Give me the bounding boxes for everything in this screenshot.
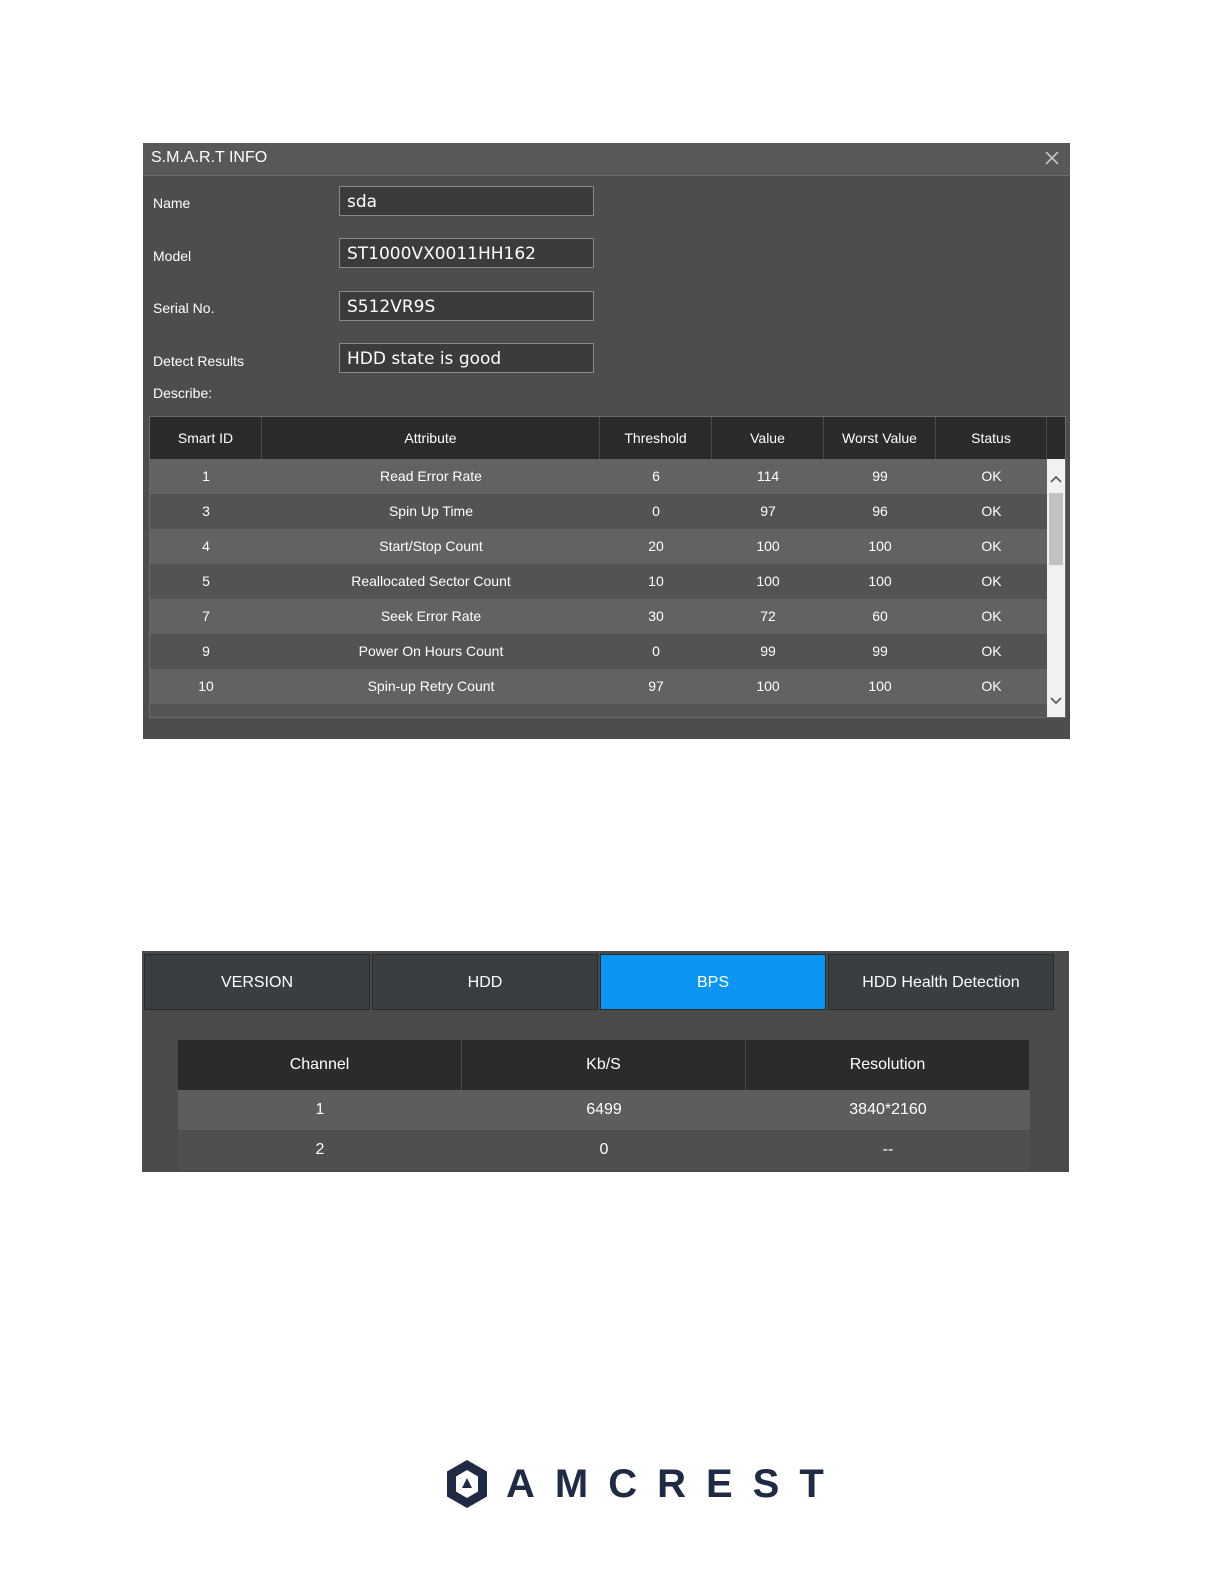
header-worst-value[interactable]: Worst Value bbox=[824, 417, 936, 459]
cell-attribute: Start/Stop Count bbox=[379, 538, 483, 554]
tab-hdd[interactable]: HDD bbox=[372, 954, 598, 1010]
header-kbs: Kb/S bbox=[462, 1040, 746, 1090]
cell-attribute: Seek Error Rate bbox=[380, 608, 482, 624]
cell-threshold: 0 bbox=[652, 643, 660, 659]
cell-status: OK bbox=[981, 503, 1002, 519]
scrollbar-thumb[interactable] bbox=[1049, 493, 1063, 565]
cell-worst-value: 100 bbox=[868, 573, 892, 589]
cell-attribute: Reallocated Sector Count bbox=[351, 573, 511, 589]
table-row[interactable] bbox=[150, 669, 1047, 704]
table-row bbox=[178, 1090, 1030, 1130]
cell-smart-id: 3 bbox=[202, 503, 210, 519]
table-row[interactable] bbox=[150, 529, 1047, 564]
cell-worst-value: 99 bbox=[872, 468, 888, 484]
close-icon[interactable] bbox=[1040, 146, 1064, 170]
serial-field[interactable]: S512VR9S bbox=[339, 291, 594, 321]
tab-bps[interactable]: BPS bbox=[600, 954, 826, 1010]
header-value[interactable]: Value bbox=[712, 417, 824, 459]
cell-threshold: 0 bbox=[652, 503, 660, 519]
cell-smart-id: 1 bbox=[202, 468, 210, 484]
table-row[interactable] bbox=[150, 599, 1047, 634]
cell-threshold: 10 bbox=[648, 573, 664, 589]
cell-value: 100 bbox=[756, 538, 780, 554]
cell-status: OK bbox=[981, 468, 1002, 484]
table-row bbox=[178, 1130, 1030, 1170]
cell-channel: 1 bbox=[315, 1101, 325, 1118]
table-scrollbar[interactable] bbox=[1047, 459, 1065, 717]
header-attribute[interactable]: Attribute bbox=[262, 417, 600, 459]
bps-table-header bbox=[178, 1040, 1030, 1090]
cell-smart-id: 4 bbox=[202, 538, 210, 554]
cell-status: OK bbox=[981, 608, 1002, 624]
cell-threshold: 20 bbox=[648, 538, 664, 554]
cell-kbs: 6499 bbox=[586, 1101, 622, 1118]
chevron-down-icon[interactable] bbox=[1047, 691, 1065, 709]
cell-resolution: 3840*2160 bbox=[849, 1101, 927, 1118]
cell-worst-value: 100 bbox=[868, 538, 892, 554]
cell-attribute: Spin-up Retry Count bbox=[367, 678, 495, 694]
cell-channel: 2 bbox=[315, 1141, 325, 1158]
table-row[interactable] bbox=[150, 634, 1047, 669]
cell-smart-id: 9 bbox=[202, 643, 210, 659]
logo-wordmark: AMCREST bbox=[506, 1462, 844, 1506]
cell-attribute: Power On Hours Count bbox=[358, 643, 504, 659]
cell-kbs: 0 bbox=[599, 1141, 609, 1158]
cell-value: 72 bbox=[760, 608, 776, 624]
tab-bar bbox=[144, 954, 1056, 1010]
serial-label: Serial No. bbox=[153, 300, 215, 316]
cell-worst-value: 96 bbox=[872, 503, 888, 519]
table-row[interactable] bbox=[150, 564, 1047, 599]
cell-threshold: 30 bbox=[648, 608, 664, 624]
name-field[interactable]: sda bbox=[339, 186, 594, 216]
cell-smart-id: 5 bbox=[202, 573, 210, 589]
cell-status: OK bbox=[981, 573, 1002, 589]
cell-status: OK bbox=[981, 678, 1002, 694]
header-channel: Channel bbox=[178, 1040, 462, 1090]
cell-value: 97 bbox=[760, 503, 776, 519]
smart-table-body bbox=[150, 459, 1047, 704]
cell-status: OK bbox=[981, 643, 1002, 659]
tab-hdd-health-detection[interactable]: HDD Health Detection bbox=[828, 954, 1054, 1010]
smart-table bbox=[149, 416, 1066, 718]
cell-smart-id: 10 bbox=[198, 678, 214, 694]
cell-threshold: 97 bbox=[648, 678, 664, 694]
smart-info-dialog bbox=[143, 143, 1070, 739]
header-status[interactable]: Status bbox=[936, 417, 1047, 459]
dialog-title: S.M.A.R.T INFO bbox=[151, 149, 268, 166]
model-label: Model bbox=[153, 248, 192, 264]
detect-results-label: Detect Results bbox=[153, 353, 245, 369]
bps-panel bbox=[142, 951, 1069, 1172]
header-resolution: Resolution bbox=[746, 1040, 1030, 1090]
chevron-up-icon[interactable] bbox=[1047, 471, 1065, 489]
header-threshold[interactable]: Threshold bbox=[600, 417, 712, 459]
cell-worst-value: 100 bbox=[868, 678, 892, 694]
tab-version[interactable]: VERSION bbox=[144, 954, 370, 1010]
detect-results-field[interactable]: HDD state is good bbox=[339, 343, 594, 373]
table-row[interactable] bbox=[150, 494, 1047, 529]
cell-smart-id: 7 bbox=[202, 608, 210, 624]
smart-table-header bbox=[150, 417, 1047, 459]
cell-resolution: -- bbox=[882, 1141, 894, 1158]
cell-attribute: Spin Up Time bbox=[388, 503, 474, 519]
cell-value: 100 bbox=[756, 573, 780, 589]
cell-threshold: 6 bbox=[652, 468, 660, 484]
cell-attribute: Read Error Rate bbox=[380, 468, 482, 484]
amcrest-logo bbox=[444, 1458, 844, 1514]
bps-table bbox=[178, 1040, 1030, 1170]
cell-worst-value: 60 bbox=[872, 608, 888, 624]
header-smart-id[interactable]: Smart ID bbox=[150, 417, 262, 459]
cell-status: OK bbox=[981, 538, 1002, 554]
model-field[interactable]: ST1000VX0011HH162 bbox=[339, 238, 594, 268]
cell-value: 100 bbox=[756, 678, 780, 694]
cell-worst-value: 99 bbox=[872, 643, 888, 659]
cell-value: 114 bbox=[756, 468, 780, 484]
cell-value: 99 bbox=[760, 643, 776, 659]
table-row[interactable] bbox=[150, 459, 1047, 494]
describe-label: Describe: bbox=[153, 385, 213, 401]
name-label: Name bbox=[153, 195, 191, 211]
dialog-titlebar bbox=[143, 143, 1070, 176]
hexagon-logo-icon bbox=[444, 1458, 490, 1510]
